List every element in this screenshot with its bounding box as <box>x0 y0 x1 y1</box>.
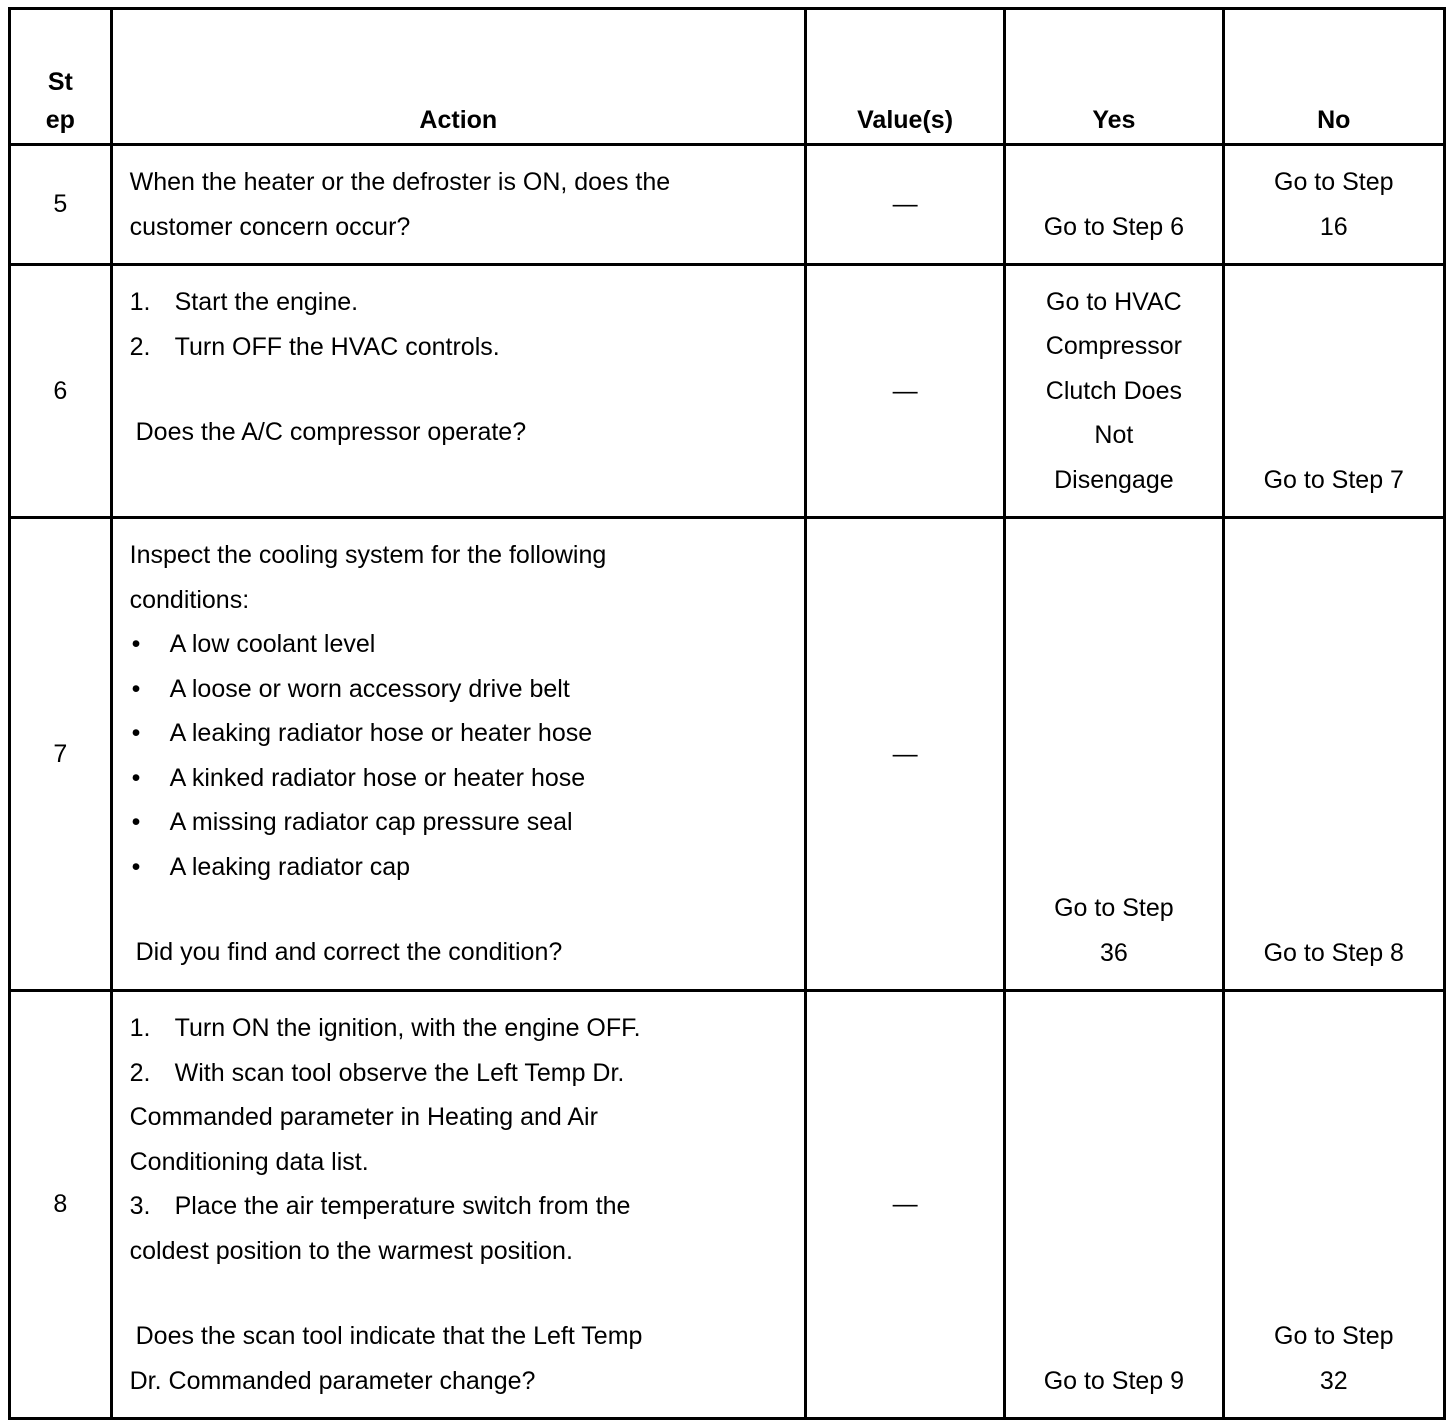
item-number: 3. <box>129 1192 151 1220</box>
table-row-step-8 <box>10 991 1445 1419</box>
item-text: Place the air temperature switch from the <box>174 1192 631 1220</box>
item-text: A leaking radiator hose or heater hose <box>169 719 593 747</box>
item-text: A leaking radiator cap <box>169 852 411 881</box>
header-step-line1: St <box>47 68 73 96</box>
header-action: Action <box>111 9 805 145</box>
item-text: A kinked radiator hose or heater hose <box>169 763 586 792</box>
list-item <box>130 667 792 712</box>
no-cell: Go to Step 8 <box>1223 518 1444 991</box>
question-text: Does the scan tool indicate that the Left Temp <box>135 1322 643 1350</box>
spacer <box>130 889 792 930</box>
action-cell <box>111 518 805 991</box>
step-number: 8 <box>10 991 112 1419</box>
action-text: When the heater or the defroster is ON, does the <box>129 168 671 196</box>
bullet-icon: • <box>131 808 141 836</box>
table-row-step-5 <box>10 145 1445 265</box>
item-number: 1. <box>129 288 151 316</box>
bullet-icon: • <box>131 719 141 747</box>
yes-text: Compressor <box>1045 332 1182 360</box>
yes-text: Go to HVAC <box>1046 287 1182 316</box>
intro-text: Inspect the cooling system for the following <box>129 541 607 569</box>
no-text: 16 <box>1319 212 1348 241</box>
yes-text: Clutch Does <box>1045 376 1182 405</box>
item-text: A missing radiator cap pressure seal <box>169 808 573 836</box>
value-cell: — <box>805 265 1004 518</box>
action-cell <box>111 145 805 265</box>
yes-cell <box>1005 518 1223 991</box>
spacer <box>130 1273 792 1314</box>
yes-text: 36 <box>1099 938 1128 967</box>
value-cell: — <box>805 145 1004 265</box>
item-number: 2. <box>129 1058 151 1087</box>
list-item <box>130 1184 792 1229</box>
item-text: Turn ON the ignition, with the engine OFF. <box>174 1014 641 1042</box>
diagnostic-table <box>8 7 1446 1420</box>
table-row-step-7 <box>10 518 1445 991</box>
no-cell <box>1223 145 1444 265</box>
yes-text: Disengage <box>1054 465 1174 494</box>
list-item <box>130 1006 792 1051</box>
bullet-icon: • <box>131 852 141 881</box>
value-cell: — <box>805 991 1004 1419</box>
yes-text: Go to Step <box>1054 894 1174 922</box>
list-item <box>130 280 792 325</box>
header-no: No <box>1223 9 1444 145</box>
no-text: 32 <box>1319 1366 1348 1395</box>
action-cell <box>111 265 805 518</box>
item-text: Conditioning data list. <box>129 1147 369 1176</box>
header-step <box>10 9 112 145</box>
list-item <box>130 325 792 370</box>
item-text: Commanded parameter in Heating and Air <box>129 1103 598 1131</box>
yes-text: Not <box>1094 421 1134 449</box>
header-values: Value(s) <box>805 9 1004 145</box>
item-text: Start the engine. <box>174 288 359 316</box>
item-number: 1. <box>129 1014 151 1042</box>
list-item <box>130 800 792 845</box>
action-cell <box>111 991 805 1419</box>
question-text: Does the A/C compressor operate? <box>135 418 527 446</box>
action-text: customer concern occur? <box>129 212 411 241</box>
item-text: Turn OFF the HVAC controls. <box>174 332 500 361</box>
table-row-step-6 <box>10 265 1445 518</box>
no-cell: Go to Step 7 <box>1223 265 1444 518</box>
yes-cell: Go to Step 9 <box>1005 991 1223 1419</box>
value-cell: — <box>805 518 1004 991</box>
item-text: A loose or worn accessory drive belt <box>169 674 570 703</box>
item-number: 2. <box>129 332 151 361</box>
no-text: Go to Step <box>1274 1322 1394 1350</box>
no-cell <box>1223 991 1444 1419</box>
item-text: A low coolant level <box>169 630 376 658</box>
header-step-line2: ep <box>45 106 75 134</box>
step-number: 6 <box>10 265 112 518</box>
list-item <box>130 622 792 667</box>
header-yes: Yes <box>1005 9 1223 145</box>
yes-cell: Go to Step 6 <box>1005 145 1223 265</box>
no-text: Go to Step <box>1274 168 1394 196</box>
step-number: 7 <box>10 518 112 991</box>
header-row <box>10 9 1445 145</box>
list-item <box>130 756 792 801</box>
step-number: 5 <box>10 145 112 265</box>
item-text: With scan tool observe the Left Temp Dr. <box>174 1058 625 1087</box>
yes-cell <box>1005 265 1223 518</box>
question-text: Dr. Commanded parameter change? <box>129 1366 536 1395</box>
spacer <box>130 369 792 410</box>
bullet-icon: • <box>131 674 141 703</box>
intro-text: conditions: <box>129 585 250 614</box>
bullet-icon: • <box>131 630 141 658</box>
item-text: coldest position to the warmest position. <box>129 1236 573 1265</box>
question-text: Did you find and correct the condition? <box>135 938 563 966</box>
list-item <box>130 845 792 890</box>
list-item <box>130 1051 792 1096</box>
list-item <box>130 711 792 756</box>
bullet-icon: • <box>131 763 141 792</box>
